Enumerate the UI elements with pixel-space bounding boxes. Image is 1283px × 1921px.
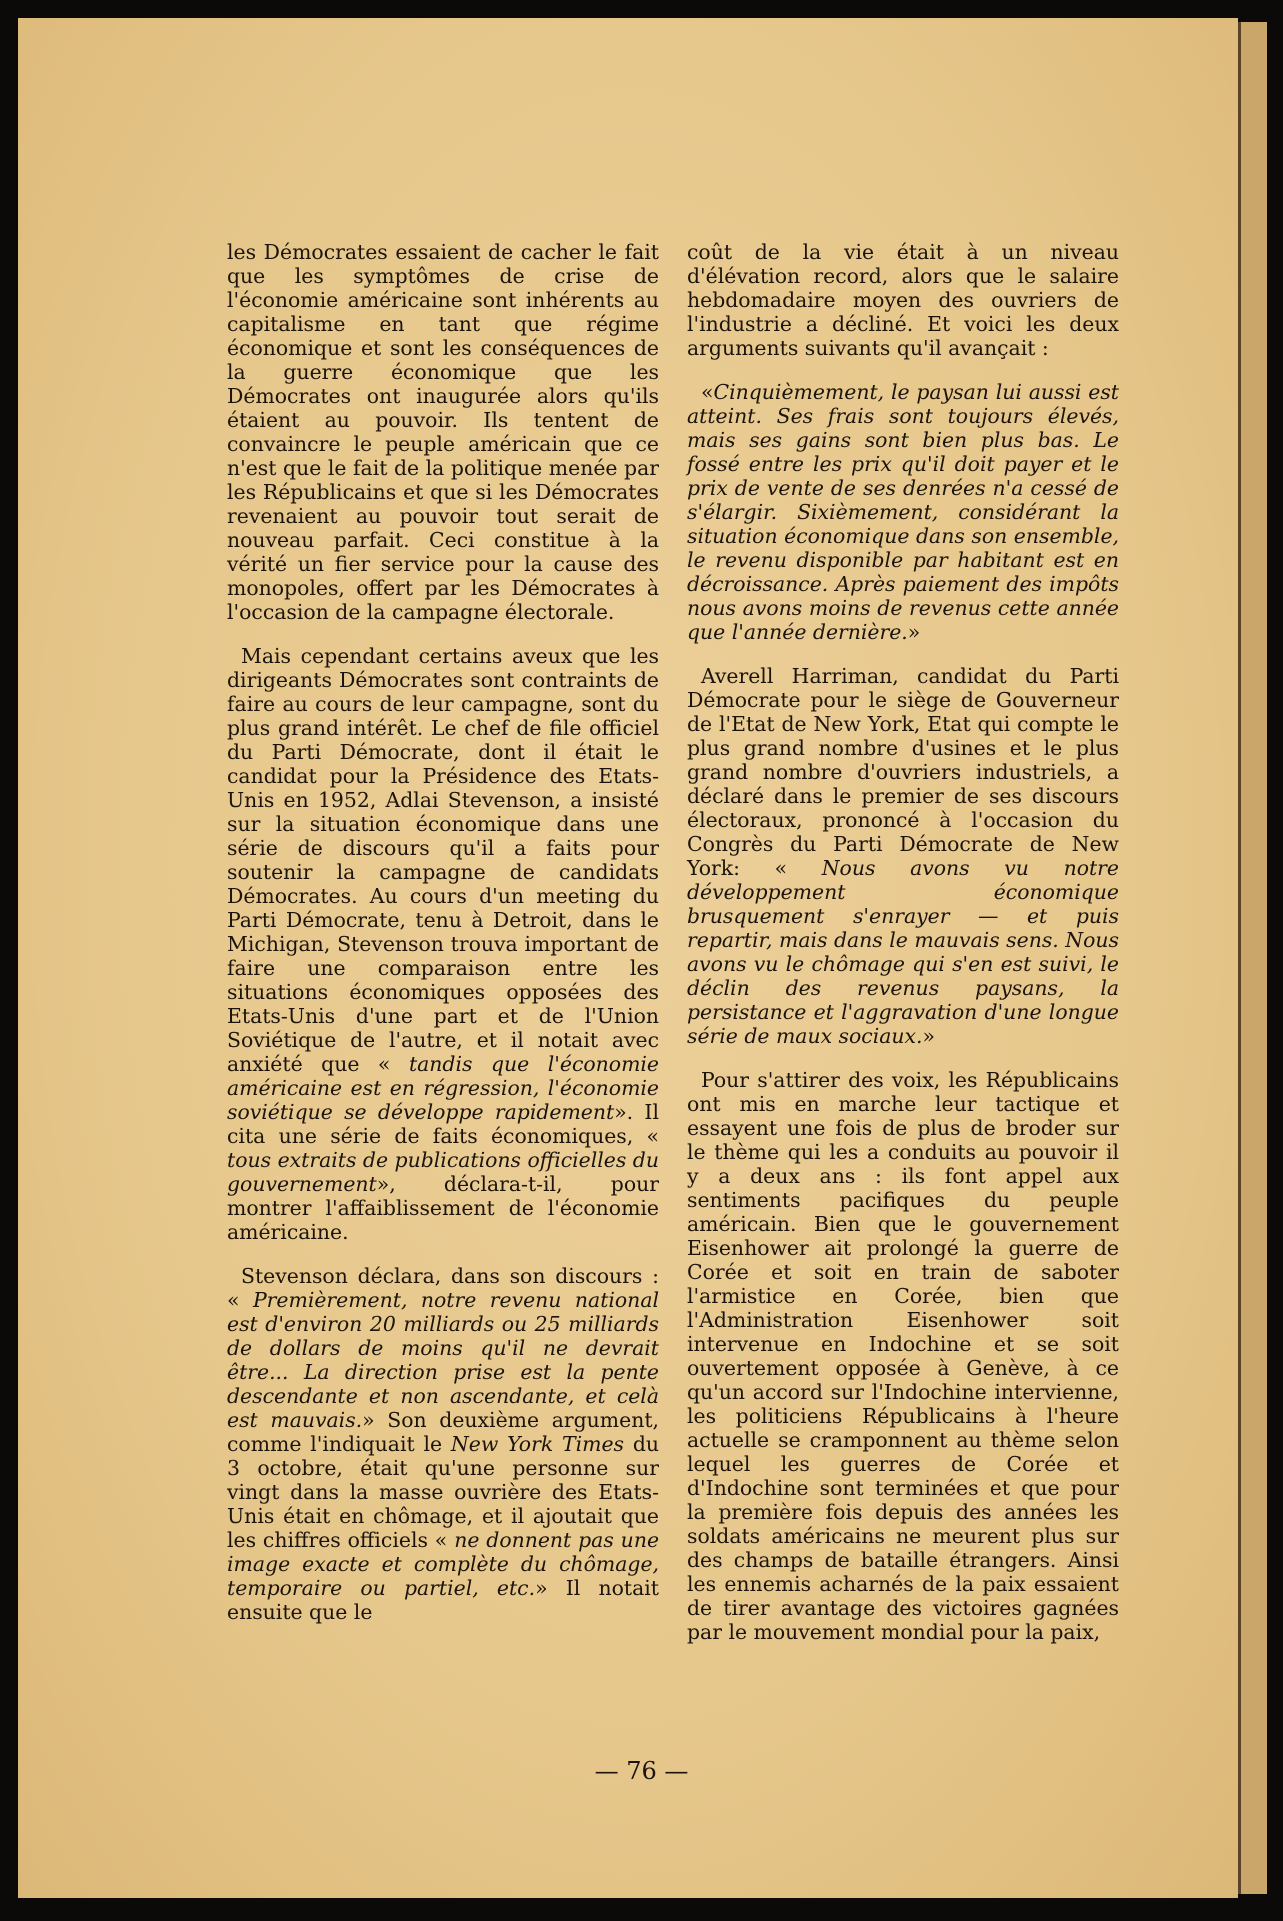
paragraph (227, 644, 659, 1244)
paragraph-text: « (701, 380, 714, 404)
scan-border-top (0, 0, 1283, 18)
quote-text: Premièrement, notre revenu national est d'environ 20 milliards ou 25 milliards de dollars de moins qu'il ne devrait être... La direction prise est la pente descendante et non ascendante, et celà est mauvais. (227, 1288, 659, 1432)
quote-text: Cinquièmement, le paysan lui aussi est atteint. Ses frais sont toujours élevés, mais ses gains sont bien plus bas. Le fossé entre les prix qu'il doit payer et le prix de vente de ses denrées n'a cessé de s'élargir. Sixièmement, considérant la situation économique dans son ensemble, le revenu disponible par habitant est en décroissance. Après paiement des impôts nous avons moins de revenus cette année que l'année dernière. (687, 380, 1119, 644)
paragraph-text: » (907, 620, 921, 644)
paragraph (687, 240, 1119, 360)
page-number: — 76 — (594, 1757, 689, 1785)
paragraph-text: les Démocrates essaient de cacher le fait que les symptômes de crise de l'économie américaine sont inhérents au capitalisme en tant que régime économique et sont les conséquences de la guerre économique que les Démocrates ont inaugurée alors qu'ils étaient au pouvoir. Ils tentent de convaincre le peuple américain que ce n'est que le fait de la politique menée par les Républicains et que si les Démocrates revenaient au pouvoir tout serait de nouveau parfait. Ceci constitue à la vérité un fier service pour la cause des monopoles, offert par les Démocrates à l'occasion de la campagne électorale. (227, 240, 659, 624)
paragraph-text: du 3 octobre, était qu'une personne sur vingt dans la masse ouvrière des Etats-Unis était en chômage, et il ajoutait que les chiffres officiels « (227, 1432, 660, 1552)
left-column (227, 240, 659, 1644)
newspaper-title: New York Times (450, 1432, 624, 1456)
paragraph-text: », déclara-t-il, pour montrer l'affaiblissement de l'économie américaine. (227, 1172, 659, 1244)
paragraph-text: coût de la vie était à un niveau d'élévation record, alors que le salaire hebdomadaire moyen des ouvriers de l'industrie a décliné. Et voici les deux arguments suivants qu'il avançait : (687, 240, 1119, 360)
adjacent-page-edge (1238, 22, 1267, 1894)
paragraph-text: » (922, 1024, 935, 1048)
quote-text: Nous avons vu notre développement économique brusquement s'enrayer — et puis repartir, mais dans le mauvais sens. Nous avons vu le chômage qui s'en est suivi, le déclin des revenus paysans, la persistance et l'aggravation d'une longue série de maux sociaux. (687, 856, 1119, 1048)
paragraph-text: Averell Harriman, candidat du Parti Démocrate pour le siège de Gouverneur de l'Etat de New York, Etat qui compte le plus grand nombre d'usines et le plus grand nombre d'ouvriers industriels, a déclaré dans le premier de ses discours électoraux, prononcé à l'occasion du Congrès du Parti Démocrate de New York: « (687, 664, 1119, 880)
paragraph (227, 240, 659, 624)
paragraph-text: ». Il cita une série de faits économiques, « (227, 1100, 659, 1148)
paragraph-text: Pour s'attirer des voix, les Républicains ont mis en marche leur tactique et essayent une fois de plus de broder sur le thème qui les a conduits au pouvoir il y a deux ans : ils font appel aux sentiments pacifiques du peuple américain. Bien que le gouvernement Eisenhower ait prolongé la guerre de Corée et soit en train de saboter l'armistice en Corée, bien que l'Administration Eisenhower soit intervenue en Indochine et se soit ouvertement opposée à Genève, à ce qu'un accord sur l'Indochine intervienne, les politiciens Républicains à l'heure actuelle se cramponnent au thème selon lequel les guerres de Corée et d'Indochine sont terminées et que pour la première fois depuis des années les soldats américains ne meurent plus sur des champs de bataille étrangers. Ainsi les ennemis acharnés de la paix essaient de tirer avantage des victoires gagnées par le mouvement mondial pour la paix, (687, 1068, 1119, 1644)
paragraph (687, 380, 1119, 644)
paragraph-text: » Son deuxième argument, comme l'indiquait le (227, 1408, 660, 1456)
quote-text: ne donnent pas une image exacte et complète du chômage, temporaire ou partiel, etc. (227, 1528, 660, 1600)
quote-text: tandis que l'économie américaine est en régression, l'économie soviétique se développe rapidement (227, 1052, 659, 1124)
paragraph (227, 1264, 659, 1624)
quote-text: tous extraits de publications officielles du gouvernement (227, 1148, 659, 1196)
paragraph-text: Mais cependant certains aveux que les dirigeants Démocrates sont contraints de faire au cours de leur campagne, sont du plus grand intérêt. Le chef de file officiel du Parti Démocrate, dont il était le candidat pour la Présidence des Etats-Unis en 1952, Adlai Stevenson, a insisté sur la situation économique dans une série de discours qu'il a faits pour soutenir la campagne de candidats Démocrates. Au cours d'un meeting du Parti Démocrate, tenu à Detroit, dans le Michigan, Stevenson trouva important de faire une comparaison entre les situations économiques opposées des Etats-Unis d'une part et de l'Union Soviétique de l'autre, et il notait avec anxiété que « (227, 644, 659, 1076)
paragraph-text: Stevenson déclara, dans son discours : « (227, 1264, 659, 1312)
paragraph (687, 664, 1119, 1048)
paragraph (687, 1068, 1119, 1644)
right-column (687, 240, 1119, 1664)
paragraph-text: » Il notait ensuite que le (227, 1576, 659, 1624)
